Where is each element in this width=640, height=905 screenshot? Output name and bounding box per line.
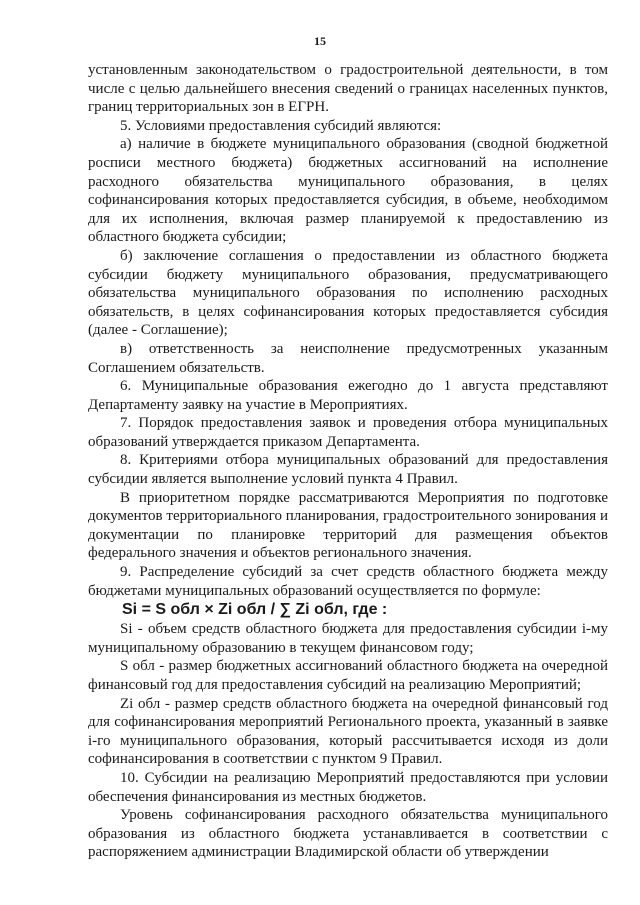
definition-zi-obl: Zi обл - размер средств областного бюджета на очередной финансовый год для софинансирования мероприятий Регионального проекта, указанный в заявке i-го муниципального образования, который рассчитывается исходя из доли софинансирования в соответствии с пунктом 9 Правил. [88,695,608,768]
paragraph-5b: б) заключение соглашения о предоставлении из областного бюджета субсидии бюджету муниципального образования, предусматривающего обязательства муниципального образования по исполнению расходных обязательств, в целях софинансирования которых предоставляется субсидия (далее - Соглашение); [88,247,608,339]
paragraph-5: 5. Условиями предоставления субсидий являются: [120,117,442,134]
paragraph-9: 9. Распределение субсидий за счет средств областного бюджета между бюджетами муниципальных образований осуществляется по формуле: [88,564,608,599]
definition-si: Si - объем средств областного бюджета для предоставления субсидии i-му муниципальному образованию в текущем финансовом году; [88,621,608,656]
paragraph-5v: в) ответственность за неисполнение предусмотренных указанным Соглашением обязательств. [88,340,608,376]
distribution-formula: Si = S обл × Zi обл / ∑ Zi обл, где : [122,601,388,619]
paragraph-priority: В приоритетном порядке рассматриваются Мероприятия по подготовке документов территориального планирования, градостроительного зонирования и документации по планировке территорий для размещения объектов федерального значения и объектов регионального значения. [88,489,608,562]
document-body [88,61,608,862]
paragraph-8: 8. Критериями отбора муниципальных образований для предоставления субсидии является выполнение условий пункта 4 Правил. [88,452,608,488]
definition-s-obl: S обл - размер бюджетных ассигнований областного бюджета на очередной финансовый год для предоставления субсидий на реализацию Мероприятий; [88,658,608,693]
paragraph-6: 6. Муниципальные образования ежегодно до 1 августа представляют Департаменту заявку на участие в Мероприятиях. [88,378,608,413]
paragraph-continuation: установленным законодательством о градостроительной деятельности, в том числе с целью дальнейшего внесения сведений о границах населенных пунктов, границ территориальных зон в ЕГРН. [88,62,608,116]
paragraph-cofinancing: Уровень софинансирования расходного обязательства муниципального образования из областного бюджета устанавливается в соответствии с распоряжением администрации Владимирской области об утверждении [88,807,608,861]
paragraph-10: 10. Субсидии на реализацию Мероприятий предоставляются при условии обеспечения финансирования из местных бюджетов. [88,769,608,805]
paragraph-7: 7. Порядок предоставления заявок и проведения отбора муниципальных образований утверждается приказом Департамента. [88,415,608,450]
paragraph-5a: а) наличие в бюджете муниципального образования (сводной бюджетной росписи местного бюджета) бюджетных ассигнований на исполнение расходного обязательства муниципального образования, в целях софинансирования которых предоставляется субсидия, в объеме, необходимом для их исполнения, включая размер планируемой к предоставлению из областного бюджета субсидии; [88,136,608,246]
page-number: 15 [314,34,326,48]
